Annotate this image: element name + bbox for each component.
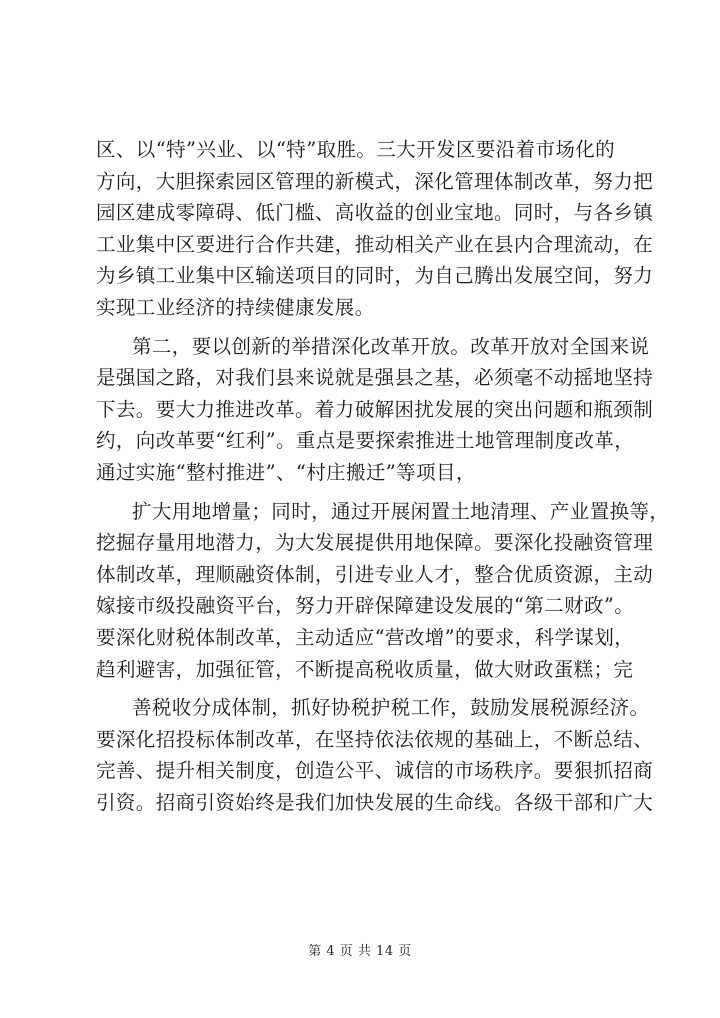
paragraph-start-line: 扩大用地增量；同时，通过开展闲置土地清理、产业置换等，: [132, 499, 670, 523]
text-line: 区、以“特”兴业、以“特”取胜。三大开发区要沿着市场化的: [96, 138, 616, 161]
text-line: 工业集中区要进行合作共建，推动相关产业在县内合理流动，在: [96, 232, 654, 256]
text-line: 通过实施“整村推进”、“村庄搬迁”等项目，: [96, 460, 476, 484]
text-line: 趋利避害，加强征管，不断提高税收质量，做大财政蛋糕；完: [96, 657, 634, 681]
text-line: 方向，大胆探索园区管理的新模式，深化管理体制改革，努力把: [96, 169, 654, 193]
text-line: 挖掘存量用地潜力，为大发展提供用地保障。要深化投融资管理: [96, 531, 654, 555]
document-body: [96, 134, 670, 818]
text-line: 约，向改革要“红利”。重点是要探索推进土地管理制度改革，: [96, 429, 635, 453]
text-line: 要深化招投标体制改革，在坚持依法依规的基础上，不断总结、: [96, 727, 654, 751]
paragraph-start-line: 第二，要以创新的举措深化改革开放。改革开放对全国来说: [132, 334, 650, 358]
text-line: 园区建成零障碍、低门槛、高收益的创业宝地。同时，与各乡镇: [96, 201, 654, 225]
text-line: 要深化财税体制改革，主动适应“营改增”的要求，科学谋划，: [96, 625, 635, 649]
text-line: 完善、提升相关制度，创造公平、诚信的市场秩序。要狠抓招商: [96, 759, 654, 783]
text-line: 是强国之路，对我们县来说就是强县之基，必须毫不动摇地坚持: [96, 366, 654, 390]
text-line: 引资。招商引资始终是我们加快发展的生命线。各级干部和广大: [96, 790, 654, 814]
text-line: 下去。要大力推进改革。着力破解困扰发展的突出问题和瓶颈制: [96, 397, 654, 421]
text-line: 为乡镇工业集中区输送项目的同时，为自己腾出发展空间，努力: [96, 264, 654, 288]
text-line: 体制改革，理顺融资体制，引进专业人才，整合优质资源，主动: [96, 562, 654, 586]
page-number-footer: 第 4 页 共 14 页: [308, 944, 412, 959]
text-line: 实现工业经济的持续健康发展。: [96, 295, 375, 319]
paragraph-start-line: 善税收分成体制，抓好协税护税工作，鼓励发展税源经济。: [132, 696, 650, 720]
text-line: 嫁接市级投融资平台，努力开辟保障建设发展的“第二财政”。: [96, 594, 635, 618]
